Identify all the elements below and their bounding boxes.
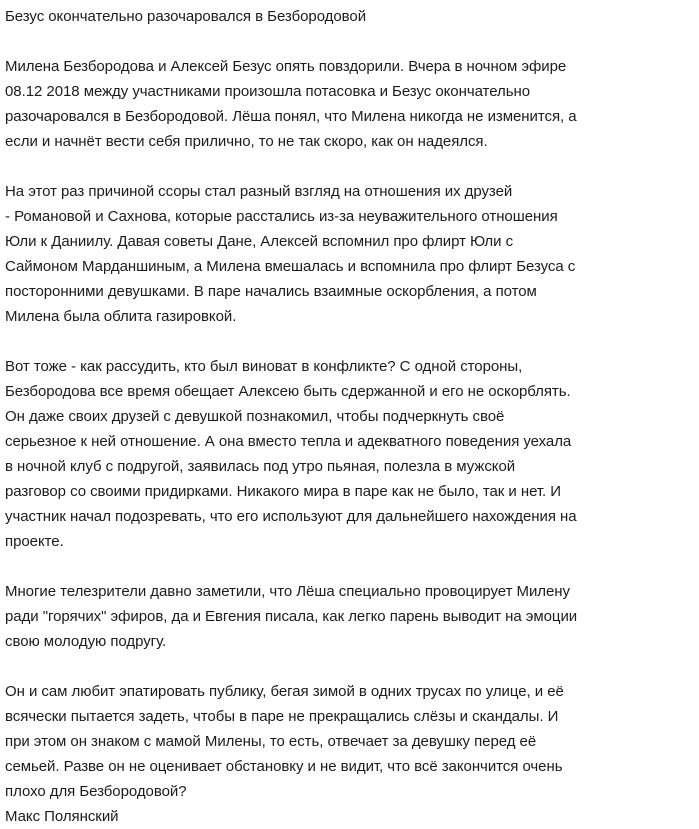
text-line: разговор со своими придирками. Никакого мира в паре как не было, так и нет. И xyxy=(5,483,561,500)
text-line: Безбородова все время обещает Алексею быть сдержанной и его не оскорблять. xyxy=(5,383,571,400)
author-signature: Макс Полянский xyxy=(5,808,119,825)
paragraph-1 xyxy=(5,54,687,154)
text-line: всячески пытается задеть, чтобы в паре не прекращались слёзы и скандалы. И xyxy=(5,708,559,725)
paragraph-3 xyxy=(5,354,687,554)
text-line: Он и сам любит эпатировать публику, бегая зимой в одних трусах по улице, и её xyxy=(5,683,564,700)
text-line: Многие телезрители давно заметили, что Лёша специально провоцирует Милену xyxy=(5,583,570,600)
text-line: Он даже своих друзей с девушкой познакомил, чтобы подчеркнуть своё xyxy=(5,408,505,425)
text-line: проекте. xyxy=(5,533,64,550)
text-line: Милена была облита газировкой. xyxy=(5,308,237,325)
text-line: посторонними девушками. В паре начались взаимные оскорбления, а потом xyxy=(5,283,537,300)
text-line: разочаровался в Безбородовой. Лёша понял, что Милена никогда не изменится, а xyxy=(5,108,577,125)
article-paragraphs xyxy=(5,54,687,804)
text-line: 08.12 2018 между участниками произошла потасовка и Безус окончательно xyxy=(5,83,530,100)
text-line: На этот раз причиной ссоры стал разный взгляд на отношения их друзей xyxy=(5,183,513,200)
text-line: ради "горячих" эфиров, да и Евгения писала, как легко парень выводит на эмоции xyxy=(5,608,578,625)
text-line: при этом он знаком с мамой Милены, то есть, отвечает за девушку перед её xyxy=(5,733,537,750)
text-line: если и начнёт вести себя прилично, то не так скоро, как он надеялся. xyxy=(5,133,488,150)
text-line: серьезное к ней отношение. А она вместо тепла и адекватного поведения уехала xyxy=(5,433,572,450)
paragraph-2 xyxy=(5,179,687,329)
text-line: плохо для Безбородовой? xyxy=(5,783,187,800)
text-line: Вот тоже - как рассудить, кто был виноват в конфликте? С одной стороны, xyxy=(5,358,523,375)
paragraph-5 xyxy=(5,679,687,804)
paragraph-4 xyxy=(5,579,687,654)
text-line: Юли к Даниилу. Давая советы Дане, Алексей вспомнил про флирт Юли с xyxy=(5,233,514,250)
text-line: Милена Безбородова и Алексей Безус опять повздорили. Вчера в ночном эфире xyxy=(5,58,567,75)
title-spacer xyxy=(5,29,687,54)
text-line: семьей. Разве он не оценивает обстановку и не видит, что всё закончится очень xyxy=(5,758,563,775)
text-line: участник начал подозревать, что его используют для дальнейшего нахождения на xyxy=(5,508,577,525)
text-line: свою молодую подругу. xyxy=(5,633,167,650)
page-title: Безус окончательно разочаровался в Безбородовой xyxy=(5,8,367,25)
text-line: - Романовой и Сахнова, которые расстались из-за неуважительного отношения xyxy=(5,208,558,225)
text-line: в ночной клуб с подругой, заявилась под утро пьяная, полезла в мужской xyxy=(5,458,516,475)
text-line: Саймоном Марданшиным, а Милена вмешалась и вспомнила про флирт Безуса с xyxy=(5,258,576,275)
